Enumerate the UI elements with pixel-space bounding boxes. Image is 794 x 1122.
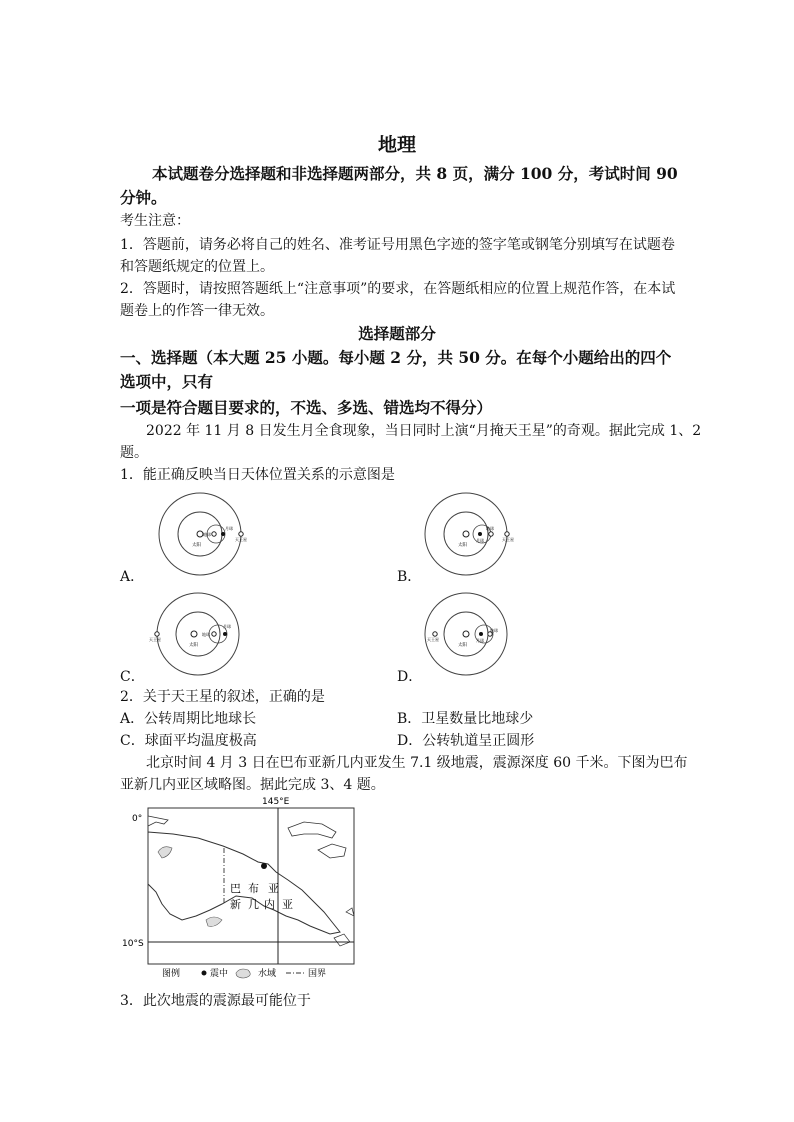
intro-line-2: 分钟。 [120,188,167,207]
legend-border: 国界 [308,969,327,979]
longitude-label: 145°E [262,797,290,807]
country-char: 新 [230,898,241,911]
country-char: 内 [264,898,275,911]
legend-epicenter: 震中 [210,969,229,979]
earth-label: 地球 [203,532,211,537]
part1-instruction-cont: 选项中，只有 [120,372,214,391]
q2-option-d: D．公转轨道呈正圆形 [397,733,535,749]
q1-option-b-label: B． [397,569,422,585]
notice-item-2: 2．答题时，请按照答题纸上“注意事项”的要求，在答题纸相应的位置上规范作答，在本试 [120,281,676,297]
part1-instruction-cont-2: 一项是符合题目要求的，不选、多选、错选均不得分） [120,398,493,417]
diagram-a [146,490,266,580]
diagram-c [146,590,266,680]
material2-line-1: 北京时间 4 月 3 日在巴布亚新几内亚发生 7.1 级地震，震源深度 60 千米。下图为巴布 [146,755,688,771]
part1-instruction: 一、选择题（本大题 25 小题。每小题 2 分，共 50 分。在每个小题给出的四个 [120,348,672,367]
uranus-label: 天王星 [427,637,439,642]
notice-item-2-cont: 题卷上的作答一律无效。 [120,303,274,319]
legend-water-icon [236,969,250,978]
q1-option-c-label: C． [120,669,145,685]
q2-option-a: A．公转周期比地球长 [120,711,257,727]
country-char: 布 [248,882,259,895]
intro-line-1: 本试题卷分选择题和非选择题两部分，共 8 页，满分 100 分，考试时间 90 [152,164,678,183]
q1-option-a-label: A． [120,569,145,585]
legend-water: 水域 [258,969,277,979]
country-char: 亚 [282,898,293,911]
sun-label: 太阳 [192,543,201,548]
notice-heading: 考生注意： [120,213,190,229]
country-char: 亚 [268,882,279,895]
sun-label: 太阳 [458,543,467,548]
diagram-b [420,490,540,580]
diagram-d [420,590,540,680]
sun-label: 太阳 [458,643,467,648]
notice-item-1-cont: 和答题纸规定的位置上。 [120,259,274,275]
section-heading: 选择题部分 [358,324,436,343]
earth-label: 地球 [202,632,210,637]
moon-label: 月球 [476,538,484,543]
q3-stem: 3．此次地震的震源最可能位于 [120,993,311,1009]
material1-line-1: 2022 年 11 月 8 日发生月全食现象，当日同时上演“月掩天王星”的奇观。据此完成 1、2 [146,423,702,439]
q2-option-b: B．卫星数量比地球少 [397,711,534,727]
uranus-label: 天王星 [235,537,247,542]
legend-prefix: 图例 [162,969,181,979]
moon-label: 月球 [476,638,484,643]
earth-label: 地球 [490,628,498,633]
material2-line-2: 亚新几内亚区域略图。据此完成 3、4 题。 [120,777,385,793]
q2-option-c: C．球面平均温度极高 [120,733,257,749]
moon-label: 月球 [223,624,231,629]
material1-line-2: 题。 [120,445,148,461]
earth-label: 地球 [486,526,494,531]
q1-option-d-label: D． [397,669,423,685]
png-region-map [118,792,368,982]
legend-epicenter-icon [202,971,207,976]
moon-label: 月球 [225,526,233,531]
q2-stem: 2．关于天王星的叙述，正确的是 [120,689,325,705]
latitude-label-top: 0° [132,814,143,824]
latitude-label-bottom: 10°S [122,939,144,949]
page-title: 地理 [377,134,416,156]
uranus-label: 天王星 [502,537,514,542]
country-char: 巴 [230,882,241,895]
sun-label: 太阳 [189,643,198,648]
epicenter-marker [261,863,267,869]
country-char: 几 [248,898,259,911]
uranus-label: 天王星 [149,637,161,642]
q1-stem: 1．能正确反映当日天体位置关系的示意图是 [120,467,395,483]
notice-item-1: 1．答题前，请务必将自己的姓名、准考证号用黑色字迹的签字笔或钢笔分别填写在试题卷 [120,237,675,253]
